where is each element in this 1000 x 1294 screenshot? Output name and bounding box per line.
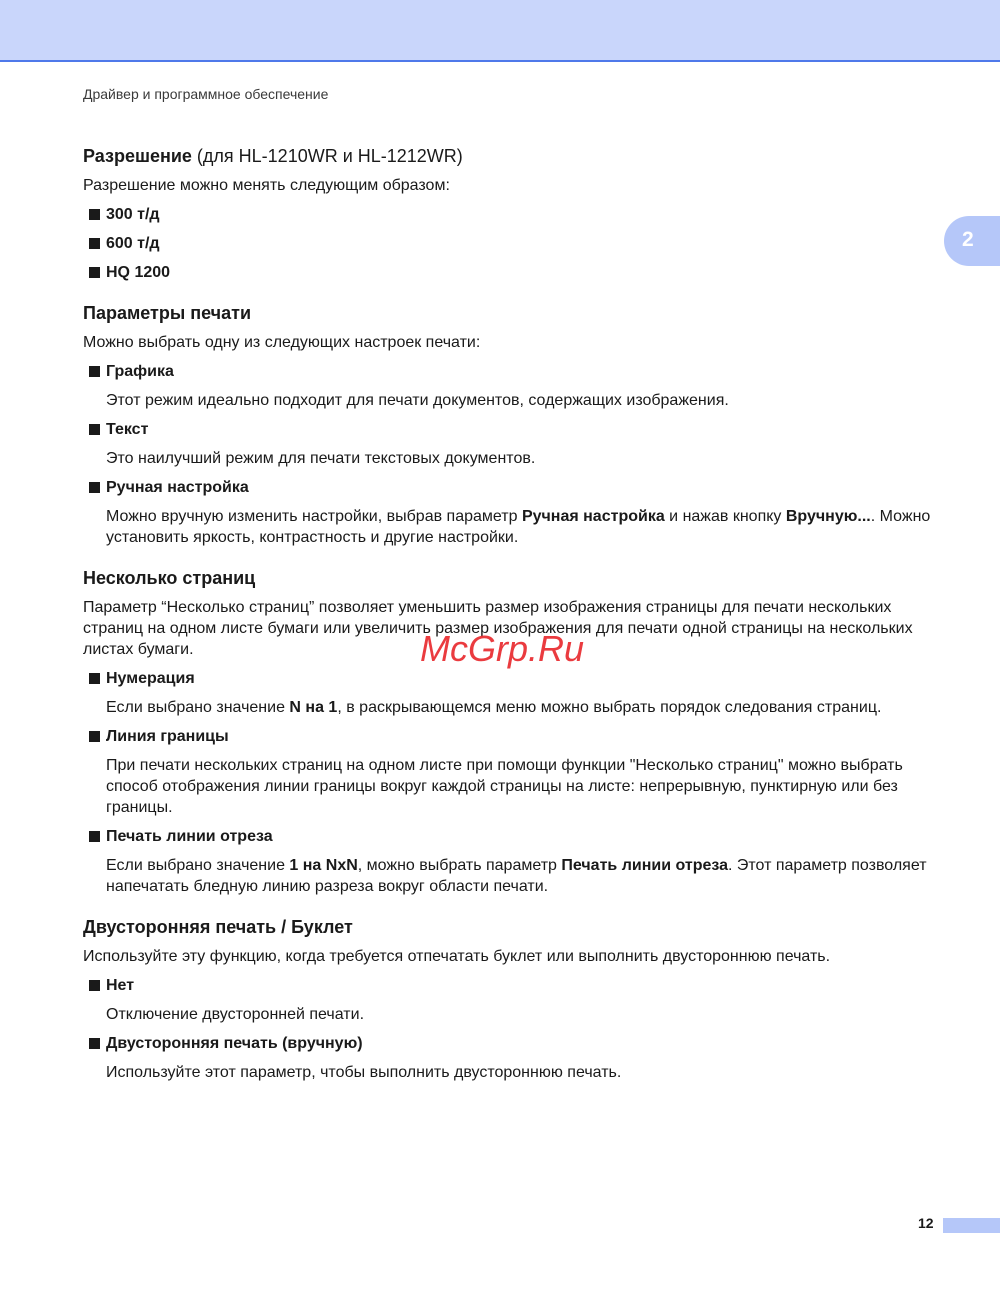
list-item-description: Если выбрано значение 1 на NxN, можно выбрать параметр Печать линии отреза. Этот параметр позволяет напечатать бледную линию разреза вокруг области печати. — [106, 857, 927, 895]
list-item — [83, 204, 943, 225]
section-resolution — [83, 143, 943, 283]
list-item-label: 300 т/д — [106, 204, 943, 225]
chapter-number: 2 — [962, 228, 974, 251]
list-item-description: Можно вручную изменить настройки, выбрав параметр Ручная настройка и нажав кнопку Вручную.... Можно установить яркость, контрастность и другие настройки. — [106, 508, 931, 546]
section-duplex — [83, 914, 943, 1083]
footer-bar — [943, 1218, 1000, 1233]
list-item-description: Отключение двусторонней печати. — [106, 1006, 365, 1023]
list-item-label: Печать линии отреза — [106, 826, 943, 847]
document-body — [83, 143, 943, 1083]
top-header-band — [0, 0, 1000, 62]
list-item-description: Этот режим идеально подходит для печати документов, содержащих изображения. — [106, 392, 729, 409]
list-item-label: Ручная настройка — [106, 477, 943, 498]
list-item-description: Это наилучший режим для печати текстовых документов. — [106, 450, 536, 467]
list-item-label: Текст — [106, 419, 943, 440]
list-item — [83, 726, 943, 818]
page-number: 12 — [918, 1215, 934, 1231]
list-item — [83, 826, 943, 897]
list-item-label: Линия границы — [106, 726, 943, 747]
section-intro: Можно выбрать одну из следующих настроек печати: — [83, 334, 481, 351]
list-item — [83, 668, 943, 718]
list-item — [83, 419, 943, 469]
watermark: McGrp.Ru — [420, 628, 585, 669]
section-intro: Используйте эту функцию, когда требуется отпечатать буклет или выполнить двустороннюю печать. — [83, 948, 831, 965]
list-item — [83, 975, 943, 1025]
list-item-label: Графика — [106, 361, 943, 382]
list-item-label: HQ 1200 — [106, 262, 943, 283]
section-intro: Разрешение можно менять следующим образом: — [83, 177, 450, 194]
list-item-label: Двусторонняя печать (вручную) — [106, 1033, 943, 1054]
list-item — [83, 233, 943, 254]
list-item — [83, 361, 943, 411]
list-item-description: При печати нескольких страниц на одном листе при помощи функции "Несколько страниц" можно выбрать способ отображения линии границы вокруг каждой страницы на листе: непрерывную, пунктирную или без границы. — [106, 757, 903, 816]
section-intro: Параметр “Несколько страниц” позволяет уменьшить размер изображения страницы для печати нескольких страниц на одном листе бумаги или увеличить размер изображения для печати одной страницы на нескольких листах бумаги. — [83, 599, 913, 658]
section-title-resolution: Разрешение (для HL-1210WR и HL-1212WR) — [83, 146, 463, 166]
running-header: Драйвер и программное обеспечение — [83, 86, 329, 102]
list-item-description: Если выбрано значение N на 1, в раскрывающемся меню можно выбрать порядок следования страниц. — [106, 699, 882, 716]
section-multiple-pages — [83, 565, 943, 897]
section-title-duplex: Двусторонняя печать / Буклет — [83, 917, 353, 937]
list-item-label: Нумерация — [106, 668, 943, 689]
section-title-multiple-pages: Несколько страниц — [83, 568, 256, 588]
section-title-print-settings: Параметры печати — [83, 303, 252, 323]
chapter-tab — [944, 216, 1000, 266]
section-print-settings — [83, 300, 943, 548]
list-item — [83, 262, 943, 283]
list-item — [83, 477, 943, 548]
list-item-label: Нет — [106, 975, 943, 996]
list-item-label: 600 т/д — [106, 233, 943, 254]
list-item — [83, 1033, 943, 1083]
list-item-description: Используйте этот параметр, чтобы выполнить двустороннюю печать. — [106, 1064, 622, 1081]
